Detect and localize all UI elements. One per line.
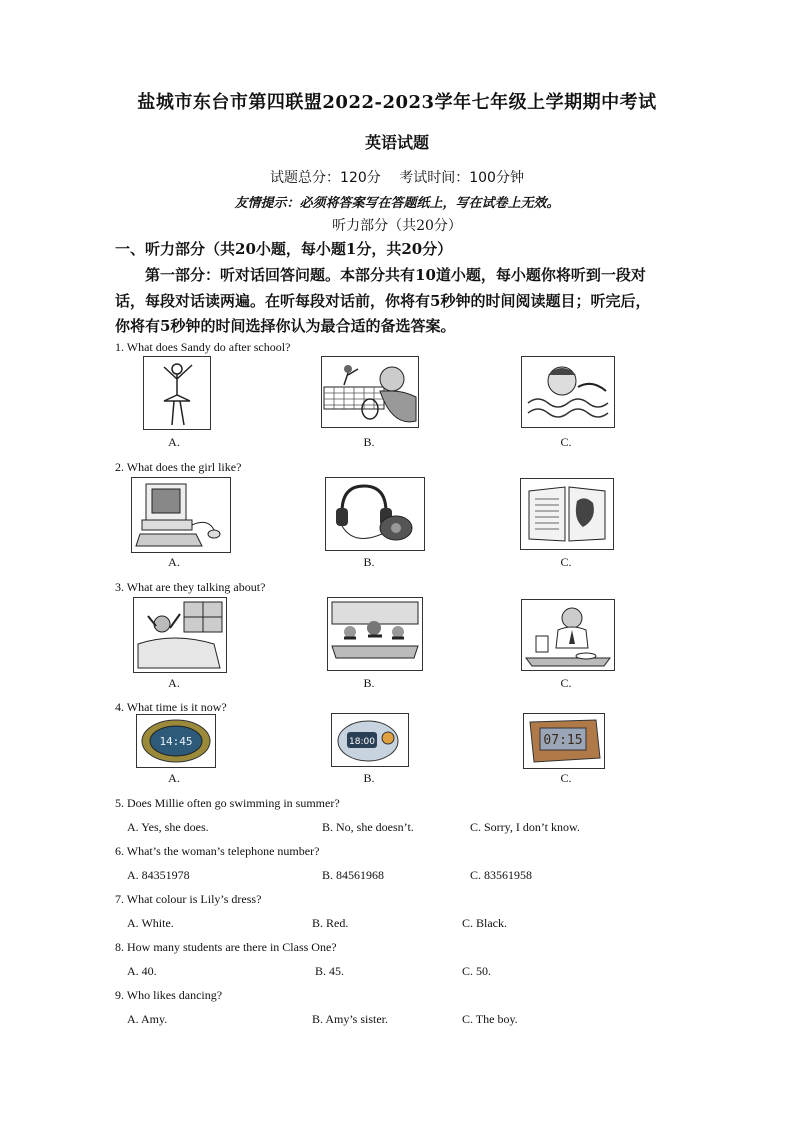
option-label-b: B. [363,555,375,569]
q8-option-b: B. 45. [315,964,345,978]
question-3: 3. What are they talking about? [115,580,266,594]
question-5: 5. Does Millie often go swimming in summer? [115,796,340,810]
question-9: 9. Who likes dancing? [115,988,223,1002]
q9-option-a: A. Amy. [127,1012,168,1026]
question-7: 7. What colour is Lily’s dress? [115,892,262,906]
part-heading: 一、听力部分（共20小题，每小题1分，共20分） [115,240,453,258]
option-label-b: B. [363,435,375,449]
q6-option-b: B. 84561968 [322,868,385,882]
breakfast-icon [521,599,615,671]
option-label-a: A. [168,676,180,690]
option-label-c: C. [560,555,572,569]
ballet-dancer-icon [143,356,211,430]
section-heading: 听力部分（共20分） [332,218,462,234]
question-2: 2. What does the girl like? [115,460,242,474]
clock-b [331,713,409,767]
option-label-a: A. [168,771,180,785]
clock-c [523,713,605,769]
tennis-player-icon [321,356,419,428]
q8-option-a: A. 40. [127,964,157,978]
exam-title: 盐城市东台市第四联盟2022-2023学年七年级上学期期中考试 [137,92,657,113]
q5-option-c: C. Sorry, I don’t know. [470,820,580,834]
option-label-c: C. [560,676,572,690]
q5-option-a: A. Yes, she does. [127,820,209,834]
exam-info: 试题总分：120分 考试时间：100分钟 [270,170,524,186]
headphones-icon [325,477,425,551]
q7-option-b: B. Red. [312,916,349,930]
exam-tip: 友情提示：必须将答案写在答题纸上，写在试卷上无效。 [234,196,560,211]
q6-option-a: A. 84351978 [127,868,190,882]
q9-option-b: B. Amy’s sister. [312,1012,389,1026]
q9-option-c: C. The boy. [462,1012,518,1026]
q8-option-c: C. 50. [462,964,492,978]
question-4: 4. What time is it now? [115,700,227,714]
option-label-c: C. [560,435,572,449]
q7-option-a: A. White. [127,916,174,930]
clock-a-time: 14:45 [159,735,193,748]
option-label-c: C. [560,771,572,785]
instructions-line-3: 你将有5秒钟的时间选择你认为最合适的备选答案。 [115,317,456,335]
classroom-icon [327,597,423,671]
clock-a [136,714,216,768]
book-icon [520,478,614,550]
option-label-b: B. [363,676,375,690]
clock-b-time: 18:00 [349,737,375,747]
waking-up-icon [133,597,227,673]
instructions-line-2: 话，每段对话读两遍。在听每段对话前，你将有5秒钟的时间阅读题目；听完后， [115,292,651,310]
swimmer-icon [521,356,615,428]
question-6: 6. What’s the woman’s telephone number? [115,844,320,858]
q7-option-c: C. Black. [462,916,507,930]
option-label-a: A. [168,555,180,569]
instructions-line-1: 第一部分：听对话回答问题。本部分共有10道小题，每小题你将听到一段对 [145,266,646,284]
option-label-b: B. [363,771,375,785]
question-8: 8. How many students are there in Class One? [115,940,337,954]
exam-subtitle: 英语试题 [364,133,429,152]
clock-c-time: 07:15 [543,733,583,748]
option-label-a: A. [168,435,180,449]
q6-option-c: C. 83561958 [470,868,533,882]
computer-icon [131,477,231,553]
question-1: 1. What does Sandy do after school? [115,340,291,354]
q5-option-b: B. No, she doesn’t. [322,820,414,834]
